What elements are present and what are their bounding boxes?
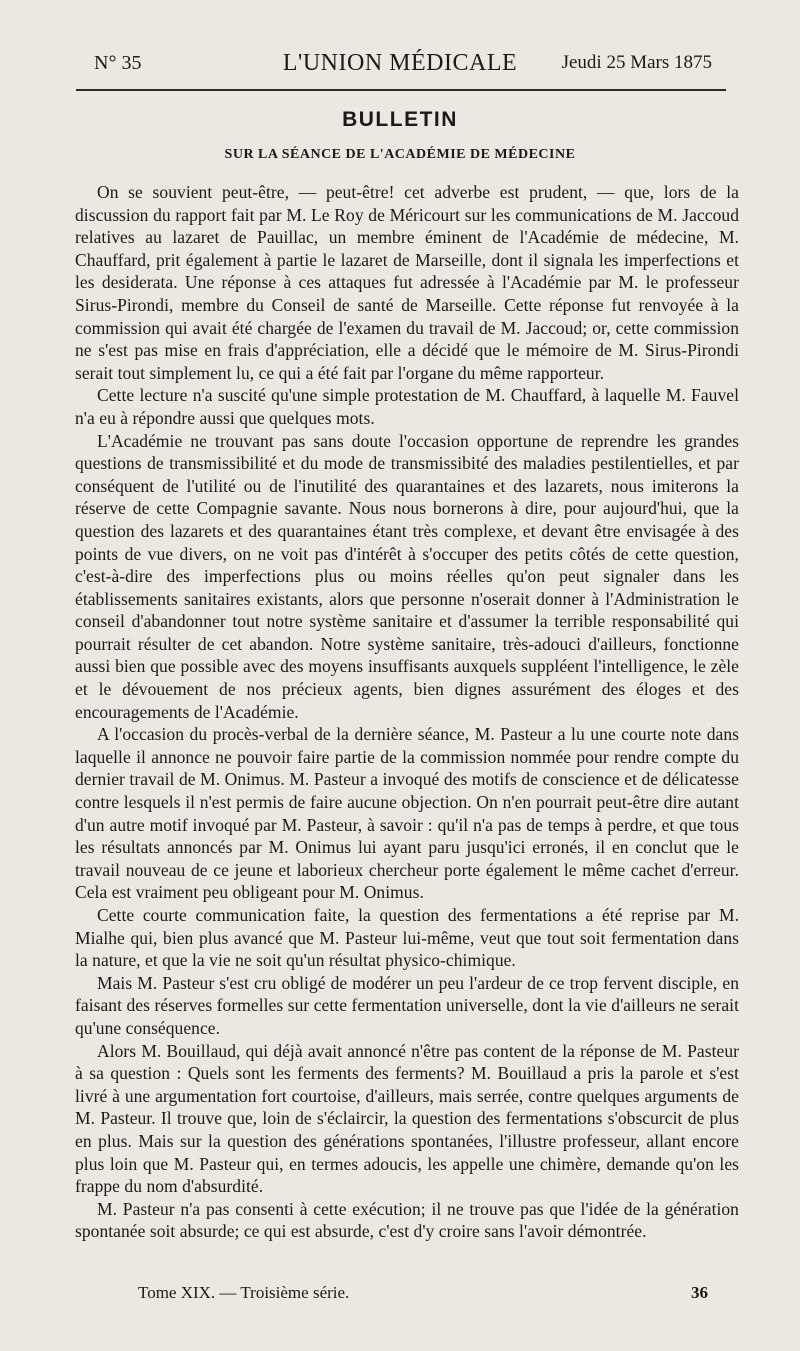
paragraph: On se souvient peut-être, — peut-être! cet adverbe est prudent, — que, lors de la discussion du rapport fait par M. Le Roy de Méricourt sur les communications de M. Jaccoud relatives au lazaret de Pauillac, un membre éminent de l'Académie de médecine, M. Chauffard, prit également à partie le lazaret de Marseille, dont il signala les imperfections et les desiderata. Une réponse à ces attaques fut adressée à l'Académie par M. le professeur Sirus-Pirondi, membre du Conseil de santé de Marseille. Cette réponse fut renvoyée à la commission qui avait été chargée de l'examen du travail de M. Jaccoud; or, cette commission ne s'est pas mise en frais d'appréciation, elle a décidé que le mémoire de M. Sirus-Pirondi serait tout simplement lu, ce qui a été fait par l'organe du même rapporteur.	[75, 182, 739, 383]
paragraph: Mais M. Pasteur s'est cru obligé de modérer un peu l'ardeur de ce trop fervent disciple, en faisant des réserves formelles sur cette fermentation universelle, dont la vie d'ailleurs ne serait qu'une conséquence.	[75, 972, 739, 1038]
article-body	[75, 181, 739, 1243]
journal-title: L'UNION MÉDICALE	[282, 50, 518, 76]
issue-number: N° 35	[94, 52, 142, 74]
paragraph: L'Académie ne trouvant pas sans doute l'occasion opportune de reprendre les grandes questions de transmissibilité et du mode de transmissibité des maladies pestilentielles, et par conséquent de l'utilité ou de l'inutilité des quarantaines et des lazarets, nous imiterons la réserve de cette Compagnie savante. Nous nous bornerons à dire, pour aujourd'hui, que la question des lazarets et des quarantaines étant très complexe, et devant être envisagée à des points de vue divers, on ne voit pas d'intérêt à s'occuper des petits côtés de cette question, c'est-à-dire des imperfections plus ou moins réelles qu'on peut signaler dans les établissements sanitaires existants, alors que personne n'oserait donner à l'Administration le conseil d'abandonner tout notre système sanitaire et d'assumer la terrible responsabilité qui pourrait résulter de cet abandon. Notre système sanitaire, très-adouci d'ailleurs, fonctionne aussi bien que possible avec des moyens insuffisants auxquels suppléent l'intelligence, le zèle et le dévouement de nos précieux agents, bien dignes assurément des éloges et des encouragements de l'Académie.	[75, 430, 739, 722]
paragraph: A l'occasion du procès-verbal de la dernière séance, M. Pasteur a lu une courte note dans laquelle il annonce ne pouvoir faire partie de la commission nommée pour rendre compte du dernier travail de M. Onimus. M. Pasteur a invoqué des motifs de conscience et de délicatesse contre lesquels il n'est permis de faire aucune objection. On n'en pourrait peut-être dire autant d'un autre motif invoqué par M. Pasteur, à savoir : qu'il n'a pas de temps à perdre, et que tous les résultats annoncés par M. Onimus lui ayant paru jusqu'ici erronés, il en conclut que le travail nouveau de ce jeune et laborieux chercheur porte également le même cachet d'erreur. Cela est vraiment peu obligeant pour M. Onimus.	[75, 724, 739, 903]
page-footer	[138, 1283, 708, 1307]
section-subtitle: SUR LA SÉANCE DE L'ACADÉMIE DE MÉDECINE	[224, 147, 576, 162]
tome-label: Tome XIX. — Troisième série.	[138, 1283, 350, 1302]
page-number: 36	[691, 1283, 708, 1302]
paragraph: Alors M. Bouillaud, qui déjà avait annoncé n'être pas content de la réponse de M. Pasteur à sa question : Quels sont les ferments des ferments? M. Bouillaud a pris la parole et s'est livré à une argumentation fort courtoise, d'ailleurs, mais serrée, contre quelques arguments de M. Pasteur. Il trouve que, loin de s'éclaircir, la question des fermentations s'obscurcit de plus en plus. Mais sur la question des générations spontanées, l'illustre professeur, allant encore plus loin que M. Pasteur qui, en termes adoucis, les appelle une chimère, demande qu'on les frappe du nom d'absurdité.	[75, 1040, 739, 1197]
issue-date: Jeudi 25 Mars 1875	[561, 52, 712, 73]
section-title: BULLETIN	[342, 108, 458, 131]
header-rule	[76, 89, 726, 91]
paragraph: M. Pasteur n'a pas consenti à cette exécution; il ne trouve pas que l'idée de la génération spontanée soit absurde; ce qui est absurde, c'est d'y croire sans l'avoir démontrée.	[75, 1198, 739, 1242]
paragraph: Cette courte communication faite, la question des fermentations a été reprise par M. Mialhe qui, bien plus avancé que M. Pasteur lui-même, veut que tout soit fermentation dans la nature, et que la vie ne soit qu'un résultat physico-chimique.	[75, 905, 739, 971]
paragraph: Cette lecture n'a suscité qu'une simple protestation de M. Chauffard, à laquelle M. Fauvel n'a eu à répondre aussi que quelques mots.	[75, 385, 739, 428]
page-header	[74, 46, 726, 82]
